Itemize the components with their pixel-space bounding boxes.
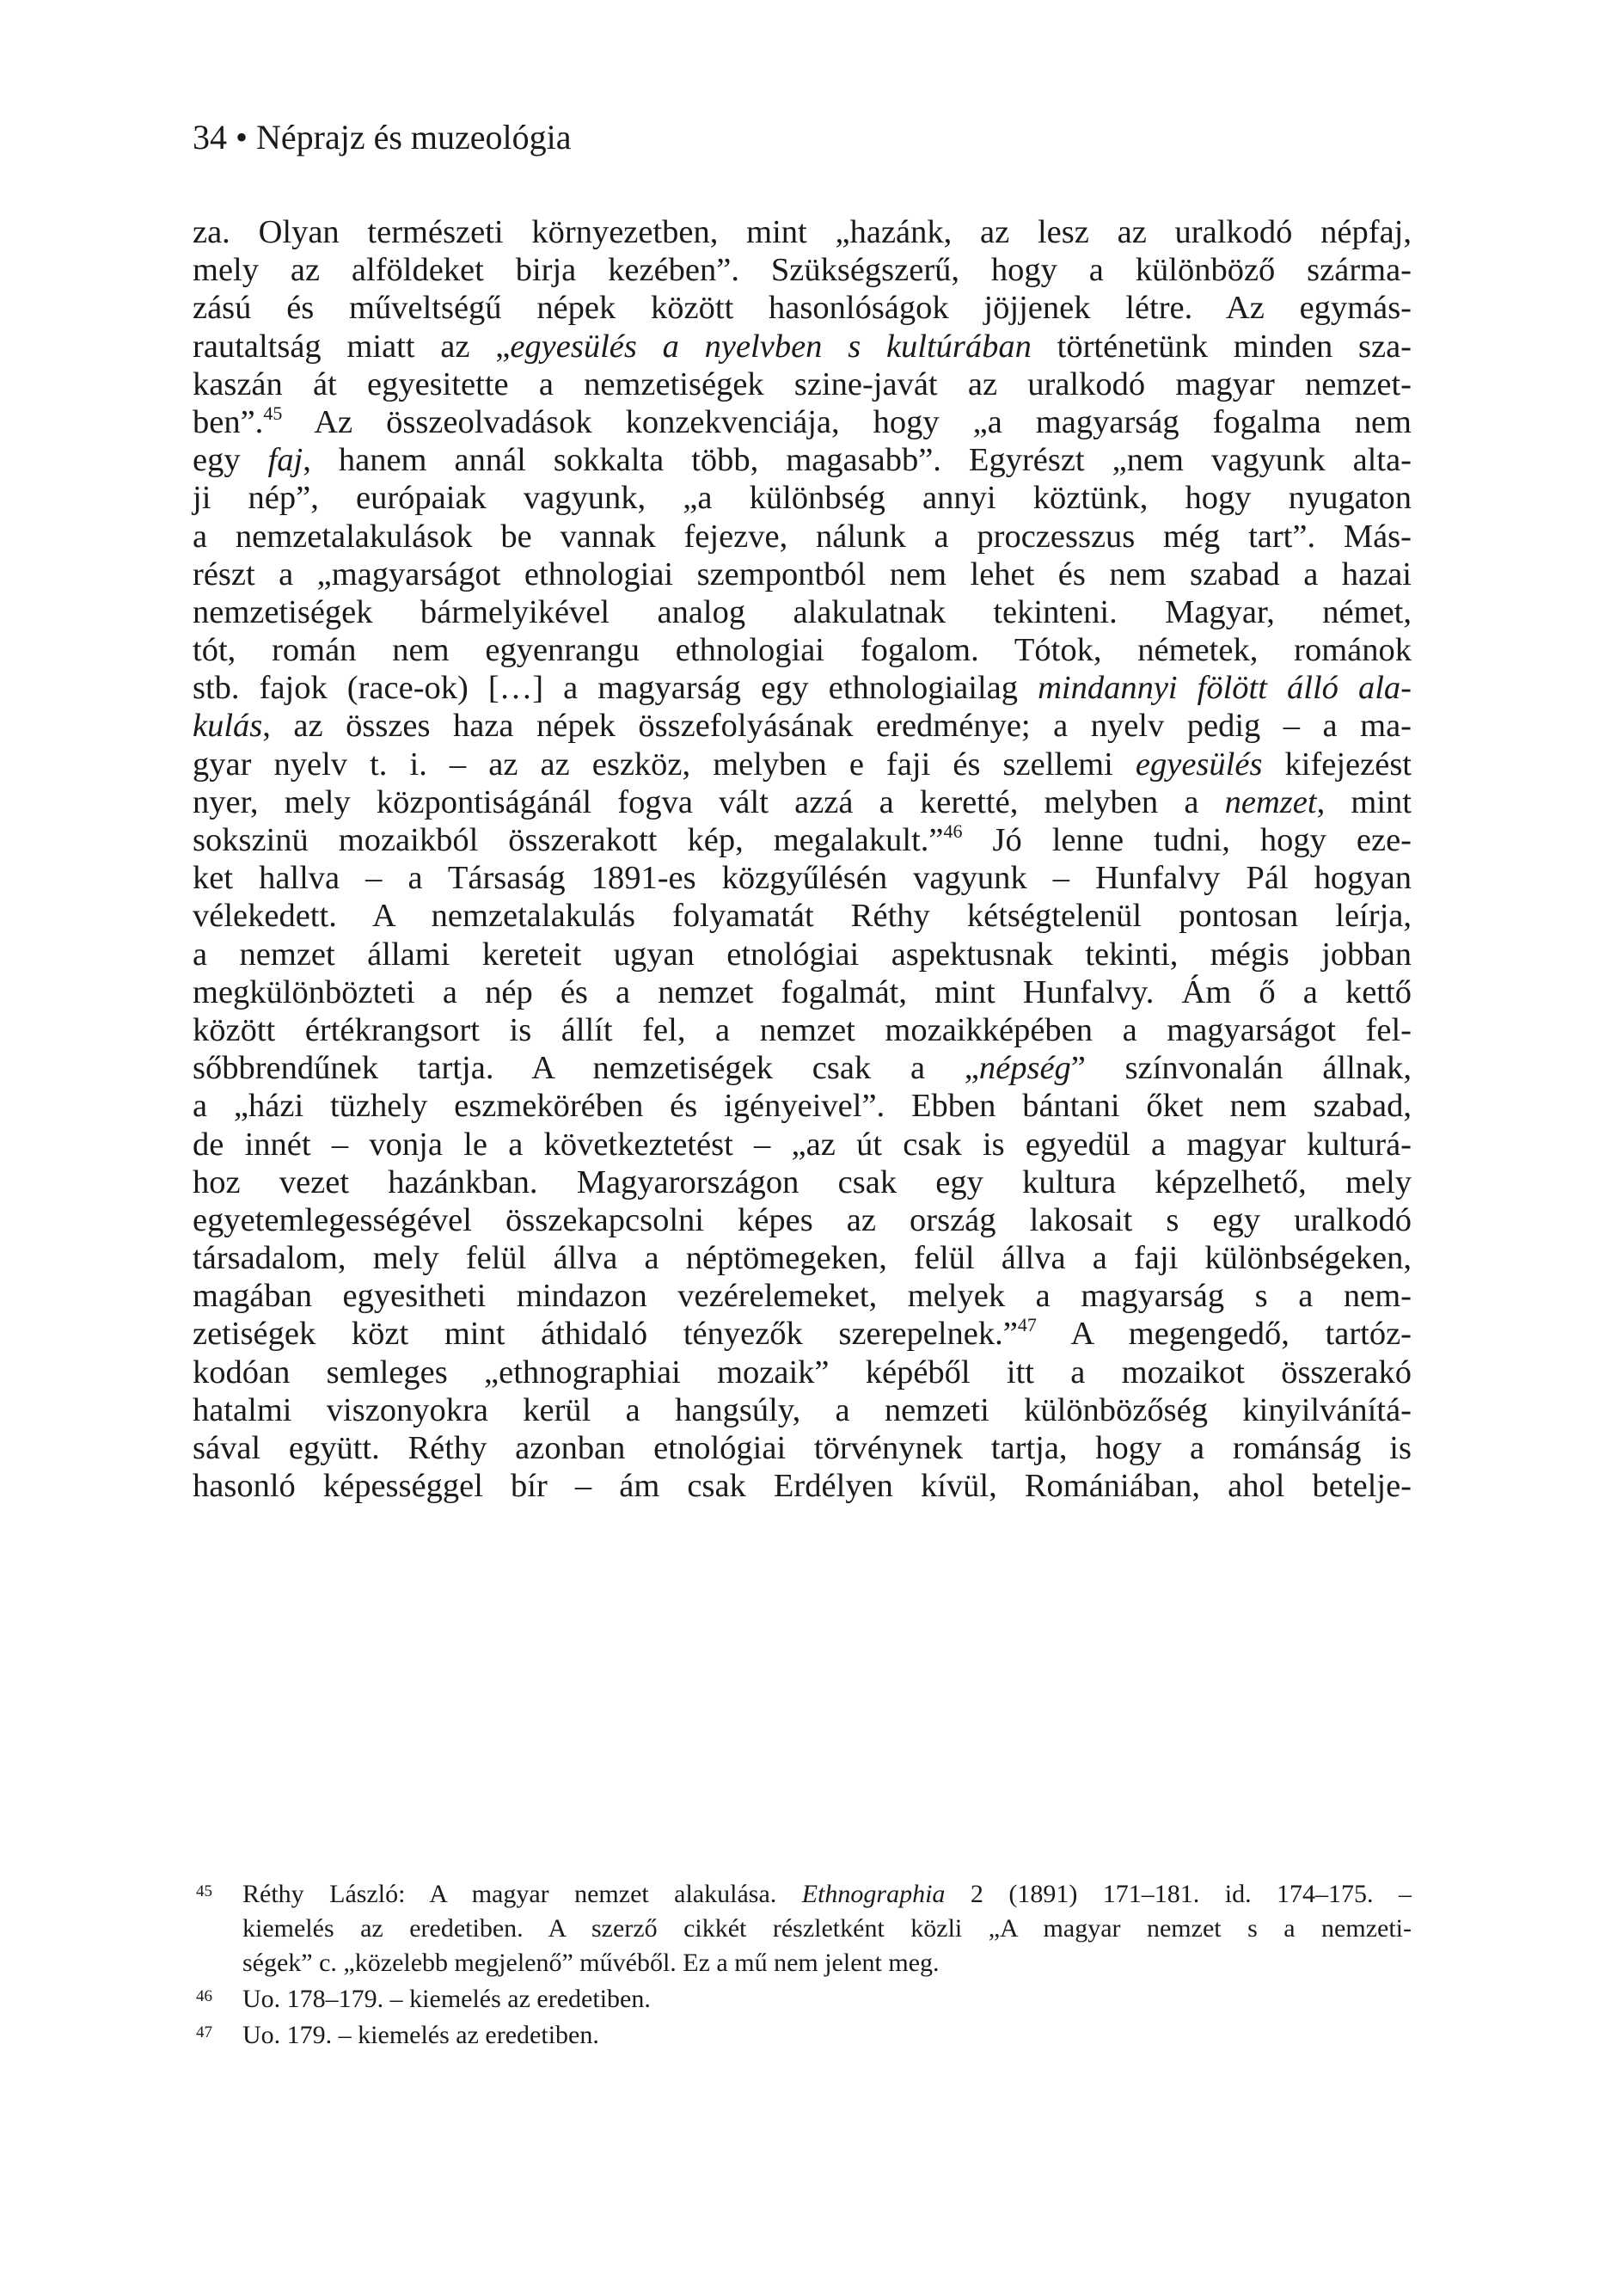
text-run: A megengedő, tartóz- bbox=[1036, 1316, 1412, 1353]
page-number: 34 bbox=[193, 118, 227, 157]
text-run: ben”. bbox=[193, 403, 264, 440]
text-line bbox=[193, 897, 1412, 935]
footnote-reference[interactable]: 45 bbox=[263, 402, 283, 424]
text-line bbox=[193, 441, 1412, 479]
text-run: , hanem annál sokkalta több, magasabb”. Egyrészt „nem vagyunk alta- bbox=[303, 442, 1412, 479]
text-run: kiemelés az eredetiben. A szerző cikkét részletként közli „A magyar nemzet s a nemzeti- bbox=[242, 1914, 1412, 1943]
text-line bbox=[193, 1429, 1412, 1467]
text-run: Uo. 179. – kiemelés az eredetiben. bbox=[242, 2021, 599, 2049]
footnote-number: 46 bbox=[196, 1987, 212, 2005]
text-line bbox=[193, 479, 1412, 517]
text-line bbox=[193, 936, 1412, 973]
text-line bbox=[193, 289, 1412, 327]
text-run: magában egyesitheti mindazon vezérelemeket, melyek a magyarság s a nem- bbox=[193, 1278, 1412, 1315]
text-run: gyar nyelv t. i. – az az eszköz, melyben e faji és szellemi bbox=[193, 746, 1136, 783]
text-line bbox=[193, 1087, 1412, 1125]
text-line bbox=[193, 1239, 1412, 1277]
text-line bbox=[193, 669, 1412, 707]
text-line bbox=[193, 403, 1412, 441]
italic-text: kulás bbox=[193, 708, 263, 745]
footnote-number: 45 bbox=[196, 1882, 212, 1900]
text-run: zású és műveltségű népek között hasonlóságok jöjjenek létre. Az egymás- bbox=[193, 290, 1412, 327]
text-line bbox=[193, 783, 1412, 821]
footnote-line bbox=[242, 1946, 1412, 1980]
text-line bbox=[193, 1049, 1412, 1087]
text-line bbox=[193, 821, 1412, 859]
footnote-line bbox=[242, 1877, 1412, 1912]
text-run: Réthy László: A magyar nemzet alakulása. bbox=[242, 1880, 802, 1908]
text-run: stb. fajok (race-ok) […] a magyarság egy ethnologiailag bbox=[193, 670, 1038, 707]
text-run: sával együtt. Réthy azonban etnológiai törvénynek tartja, hogy a románság is bbox=[193, 1430, 1412, 1466]
text-run: 2 (1891) 171–181. id. 174–175. – bbox=[945, 1880, 1412, 1908]
text-line bbox=[193, 365, 1412, 403]
footnote bbox=[193, 1982, 1412, 2017]
footnote bbox=[193, 1877, 1412, 1980]
text-run: a nemzet állami kereteit ugyan etnológiai aspektusnak tekinti, mégis jobban bbox=[193, 936, 1412, 973]
text-run: között értékrangsort is állít fel, a nemzet mozaikképében a magyarságot fel- bbox=[193, 1011, 1412, 1048]
text-run: történetünk minden sza- bbox=[1031, 328, 1412, 365]
text-run: , mint bbox=[1316, 783, 1412, 820]
text-run: sokszinü mozaikból összerakott kép, megalakult.” bbox=[193, 822, 944, 858]
text-run: társadalom, mely felül állva a néptömegeken, felül állva a faji különbségeken, bbox=[193, 1240, 1412, 1277]
text-run: Jó lenne tudni, hogy eze- bbox=[962, 822, 1412, 858]
footnote-reference[interactable]: 46 bbox=[943, 820, 963, 842]
text-run: kodóan semleges „ethnographiai mozaik” képéből itt a mozaikot összerakó bbox=[193, 1354, 1412, 1390]
text-run: egy bbox=[193, 442, 268, 479]
text-run: kaszán át egyesitette a nemzetiségek szine-javát az uralkodó magyar nemzet- bbox=[193, 365, 1412, 402]
footnote-line bbox=[242, 1982, 1412, 2017]
italic-text: Ethnographia bbox=[801, 1880, 946, 1908]
text-line bbox=[193, 1201, 1412, 1239]
footnote-line bbox=[242, 2018, 1412, 2053]
text-line bbox=[193, 631, 1412, 669]
text-run: ” színvonalán állnak, bbox=[1070, 1050, 1412, 1087]
text-run: ket hallva – a Társaság 1891-es közgyűlésén vagyunk – Hunfalvy Pál hogyan bbox=[193, 860, 1412, 897]
italic-text: mindannyi fölött álló ala- bbox=[1038, 670, 1412, 707]
text-run: a „házi tüzhely eszmekörében és igényeivel”. Ebben bántani őket nem szabad, bbox=[193, 1088, 1412, 1125]
text-run: za. Olyan természeti környezetben, mint „hazánk, az lesz az uralkodó népfaj, bbox=[193, 214, 1412, 250]
text-line bbox=[193, 1126, 1412, 1163]
bullet-separator: • bbox=[236, 118, 248, 157]
text-run: de innét – vonja le a következtetést – „az út csak is egyedül a magyar kulturá- bbox=[193, 1126, 1412, 1163]
text-run: Uo. 178–179. – kiemelés az eredetiben. bbox=[242, 1985, 651, 2013]
text-line bbox=[193, 973, 1412, 1011]
text-run: ségek” c. „közelebb megjelenő” művéből. Ez a mű nem jelent meg. bbox=[242, 1949, 940, 1977]
text-line bbox=[193, 1391, 1412, 1429]
text-run: sőbbrendűnek tartja. A nemzetiségek csak a „ bbox=[193, 1050, 979, 1087]
text-line bbox=[193, 518, 1412, 556]
text-run: zetiségek közt mint áthidaló tényezők szerepelnek.” bbox=[193, 1316, 1018, 1353]
text-line bbox=[193, 1277, 1412, 1315]
text-line bbox=[193, 213, 1412, 251]
text-run: hasonló képességgel bír – ám csak Erdélyen kívül, Romániában, ahol betelje- bbox=[193, 1468, 1412, 1505]
text-line bbox=[193, 1354, 1412, 1391]
text-line bbox=[193, 1467, 1412, 1505]
text-line bbox=[193, 1011, 1412, 1049]
text-line bbox=[193, 1163, 1412, 1201]
text-run: egyetemlegességével összekapcsolni képes az ország lakosait s egy uralkodó bbox=[193, 1201, 1412, 1238]
text-line bbox=[193, 859, 1412, 897]
text-run: ji nép”, európaiak vagyunk, „a különbség annyi köztünk, hogy nyugaton bbox=[193, 480, 1412, 517]
footnote-reference[interactable]: 47 bbox=[1017, 1314, 1037, 1336]
text-run: rautaltság miatt az „ bbox=[193, 328, 511, 365]
text-run: nemzetiségek bármelyikével analog alakulatnak tekinteni. Magyar, német, bbox=[193, 593, 1412, 630]
italic-text: népség bbox=[978, 1050, 1071, 1087]
text-run: hatalmi viszonyokra kerül a hangsúly, a nemzeti különbözőség kinyilvánítá- bbox=[193, 1391, 1412, 1428]
text-run: részt a „magyarságot ethnologiai szempontból nem lehet és nem szabad a hazai bbox=[193, 556, 1412, 592]
body-text bbox=[193, 213, 1412, 1505]
italic-text: egyesülés a nyelvben s kultúrában bbox=[510, 328, 1032, 365]
text-run: hoz vezet hazánkban. Magyarországon csak egy kultura képzelhető, mely bbox=[193, 1163, 1412, 1200]
text-line bbox=[193, 556, 1412, 593]
running-head bbox=[193, 117, 572, 158]
italic-text: nemzet bbox=[1224, 783, 1317, 820]
book-title: Néprajz és muzeológia bbox=[256, 118, 572, 157]
text-line bbox=[193, 707, 1412, 745]
text-run: a nemzetalakulások be vannak fejezve, nálunk a proczesszus még tart”. Más- bbox=[193, 518, 1412, 555]
text-line bbox=[193, 328, 1412, 365]
italic-text: egyesülés bbox=[1135, 746, 1263, 783]
text-line bbox=[193, 593, 1412, 631]
footnote-line bbox=[242, 1912, 1412, 1946]
text-line bbox=[193, 251, 1412, 289]
text-run: , az összes haza népek összefolyásának eredménye; a nyelv pedig – a ma- bbox=[262, 708, 1412, 745]
footnote-number: 47 bbox=[196, 2023, 212, 2041]
text-run: mely az alföldeket birja kezében”. Szükségszerű, hogy a különböző szárma- bbox=[193, 252, 1412, 289]
text-run: tót, román nem egyenrangu ethnologiai fogalom. Tótok, németek, románok bbox=[193, 632, 1412, 669]
text-run: kifejezést bbox=[1262, 746, 1412, 783]
text-run: nyer, mely központiságánál fogva vált azzá a keretté, melyben a bbox=[193, 783, 1225, 820]
footnotes bbox=[193, 1877, 1412, 2054]
text-run: vélekedett. A nemzetalakulás folyamatát Réthy kétségtelenül pontosan leírja, bbox=[193, 898, 1412, 935]
italic-text: faj bbox=[267, 442, 303, 479]
text-line bbox=[193, 1315, 1412, 1353]
footnote bbox=[193, 2018, 1412, 2053]
text-run: Az összeolvadások konzekvenciája, hogy „a magyarság fogalma nem bbox=[282, 403, 1412, 440]
text-line bbox=[193, 746, 1412, 783]
text-run: megkülönbözteti a nép és a nemzet fogalmát, mint Hunfalvy. Ám ő a kettő bbox=[193, 973, 1412, 1010]
